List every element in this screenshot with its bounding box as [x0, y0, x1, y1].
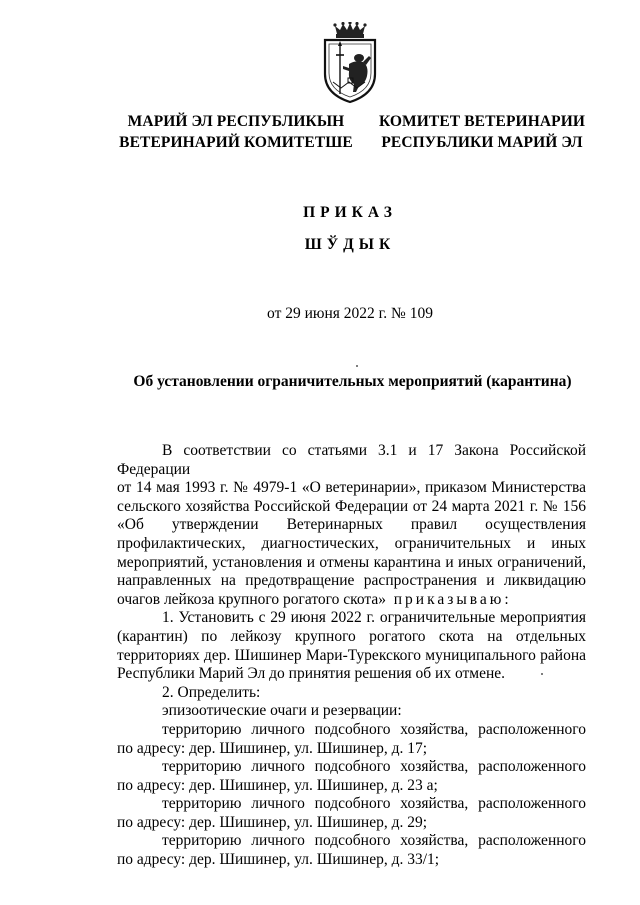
body-line: профилактических, диагностических, ограничительных и иных — [117, 534, 586, 552]
body-line: очагов лейкоза крупного рогатого скота» — [117, 590, 386, 608]
org-name-russian — [364, 111, 600, 153]
org-name-mari-line-1: МАРИЙ ЭЛ РЕСПУБЛИКЫН — [127, 113, 345, 130]
body-line: территорию личного подсобного хозяйства, расположенного — [162, 832, 586, 850]
body-line-with-order-word — [117, 591, 586, 610]
body-line: территориях дер. Шишинер Мари-Турекского муниципального района — [117, 646, 586, 664]
body-line: мероприятий, установления и отмены карантина и иных ограничений, — [117, 553, 586, 571]
body-line: по адресу: дер. Шишинер, ул. Шишинер, д. 17; — [117, 739, 428, 757]
document-title-ru: ПРИКАЗ — [303, 204, 397, 221]
body-line: (карантин) по лейкозу крупного рогатого скота на отдельных — [117, 627, 586, 645]
org-name-mari-line-2: ВЕТЕРИНАРИЙ КОМИТЕТШЕ — [119, 134, 353, 151]
body-line: направленных на предотвращение распространения и ликвидацию — [117, 572, 586, 590]
body-line: В соответствии со статьями 3.1 и 17 Закона Российской Федерации — [117, 442, 586, 478]
body-line: территорию личного подсобного хозяйства, расположенного — [162, 758, 586, 776]
body-line: 2. Определить: — [162, 683, 261, 701]
order-subject: Об установлении ограничительных мероприятий (карантина) — [133, 373, 572, 390]
body-line: 1. Установить с 29 июня 2022 г. ограничительные мероприятия — [162, 609, 586, 627]
body-line: эпизоотические очаги и резервации: — [162, 702, 402, 720]
scan-dot-mark — [356, 365, 358, 367]
coat-of-arms-icon — [319, 22, 381, 104]
body-line: Республики Марий Эл до принятия решения об их отмене. — [117, 665, 506, 683]
org-name-russian-line-2: РЕСПУБЛИКИ МАРИЙ ЭЛ — [381, 134, 583, 151]
body-line: «Об утверждении Ветеринарных правил осуществления — [117, 516, 586, 534]
order-date-number: от 29 июня 2022 г. № 109 — [267, 305, 433, 322]
order-body — [117, 442, 586, 870]
body-line: по адресу: дер. Шишинер, ул. Шишинер, д. 29; — [117, 813, 428, 831]
body-line: территорию личного подсобного хозяйства, расположенного — [162, 795, 586, 813]
org-name-russian-line-1: КОМИТЕТ ВЕТЕРИНАРИИ — [378, 113, 586, 130]
body-line: сельского хозяйства Российской Федерации от 24 марта 2021 г. № 156 — [117, 497, 586, 515]
document-title-mari: ШЎДЫК — [304, 236, 396, 253]
org-name-mari — [108, 111, 364, 153]
body-line: территорию личного подсобного хозяйства, расположенного — [162, 720, 586, 738]
body-line: по адресу: дер. Шишинер, ул. Шишинер, д. 23 а; — [117, 776, 438, 794]
body-line: по адресу: дер. Шишинер, ул. Шишинер, д. 33/1; — [117, 851, 440, 869]
order-word: приказываю: — [393, 590, 512, 608]
body-line: от 14 мая 1993 г. № 4979-1 «О ветеринарии», приказом Министерства — [117, 479, 586, 497]
